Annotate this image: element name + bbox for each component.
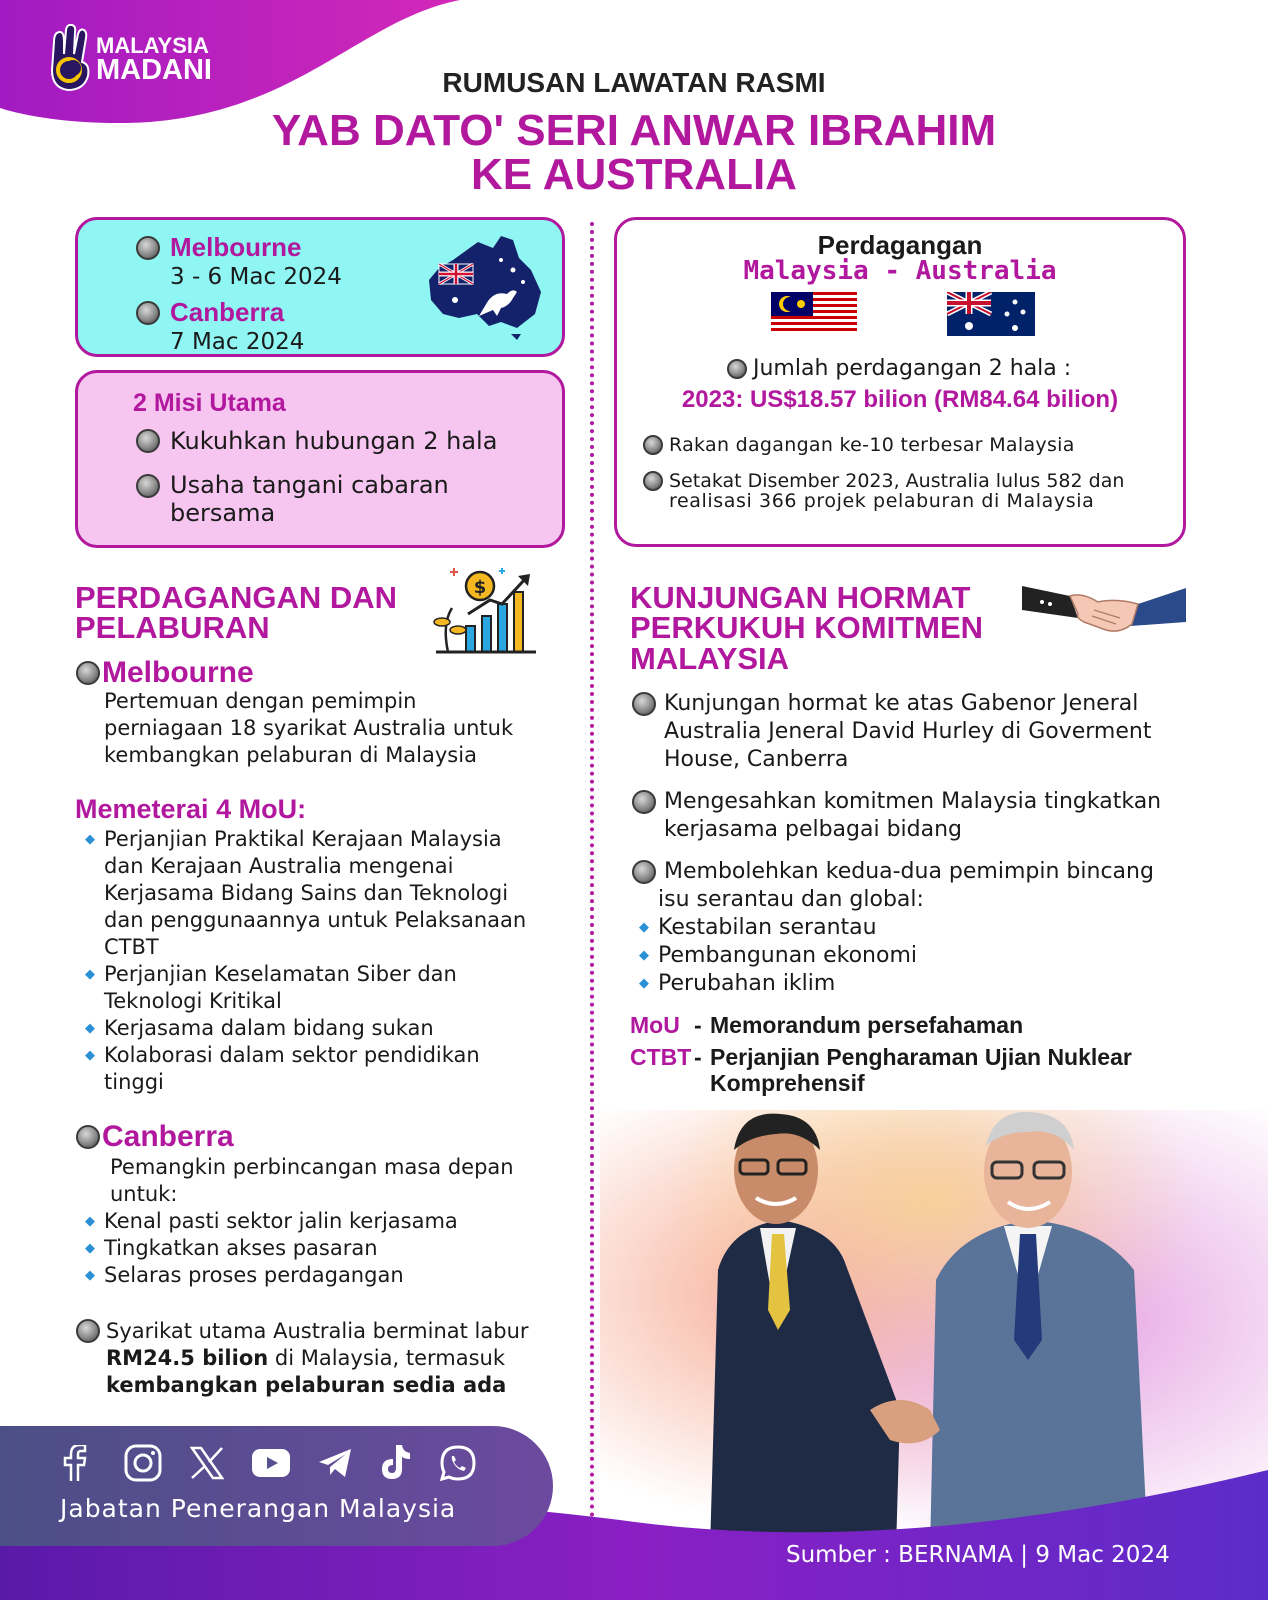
canberra-item: Selaras proses perdagangan: [104, 1263, 404, 1287]
location-city: Canberra: [170, 297, 285, 327]
courtesy-visit-heading: KUNJUNGAN HORMAT: [630, 580, 971, 615]
glossary-def: Komprehensif: [710, 1070, 865, 1096]
melbourne-text: kembangkan pelaburan di Malaysia: [104, 743, 477, 767]
canberra-item: Kenal pasti sektor jalin kerjasama: [104, 1209, 458, 1233]
diamond-bullet-icon: ◆: [85, 1268, 95, 1283]
courtesy-point: Mengesahkan komitmen Malaysia tingkatkan: [664, 789, 1162, 814]
courtesy-visit-heading: MALAYSIA: [630, 641, 790, 676]
australia-map-icon: [423, 230, 548, 340]
diamond-bullet-icon: ◆: [85, 967, 95, 982]
courtesy-point: House, Canberra: [664, 747, 849, 772]
courtesy-point: Australia Jeneral David Hurley di Goverment: [664, 719, 1152, 744]
mission-item: Kukuhkan hubungan 2 hala: [170, 427, 498, 455]
missions-title: 2 Misi Utama: [133, 389, 286, 417]
melbourne-text: Pertemuan dengan pemimpin: [104, 689, 417, 713]
page-title-line1: YAB DATO' SERI ANWAR IBRAHIM: [271, 106, 997, 155]
mou-item: Kolaborasi dalam sektor pendidikan: [104, 1043, 480, 1067]
canberra-title: Canberra: [102, 1120, 234, 1153]
mou-item: dan penggunaannya untuk Pelaksanaan: [104, 908, 527, 932]
youtube-icon[interactable]: [252, 1449, 290, 1477]
invest-text: Syarikat utama Australia berminat labur: [106, 1319, 529, 1343]
diamond-bullet-icon: ◆: [85, 1048, 95, 1063]
x-icon[interactable]: [190, 1446, 224, 1480]
trade-point: Setakat Disember 2023, Australia lulus 582 dan: [669, 470, 1125, 492]
bullet-dot-icon: [76, 1125, 100, 1149]
mou-item: CTBT: [104, 935, 159, 959]
source-credit: Sumber : BERNAMA | 9 Mac 2024: [786, 1542, 1170, 1568]
brand-line2: MADANI: [96, 54, 212, 86]
courtesy-visit-heading: PERKUKUH KOMITMEN: [630, 610, 984, 645]
trade-box: [614, 217, 1186, 547]
missions-box: [75, 370, 565, 548]
agency-name: Jabatan Penerangan Malaysia: [60, 1494, 457, 1523]
melbourne-text: perniagaan 18 syarikat Australia untuk: [104, 716, 514, 740]
bullet-dot-icon: [632, 860, 656, 884]
invest-text-bold: kembangkan pelaburan sedia ada: [106, 1373, 507, 1397]
diamond-bullet-icon: ◆: [639, 948, 649, 963]
instagram-icon[interactable]: [124, 1444, 162, 1482]
diamond-bullet-icon: ◆: [639, 976, 649, 991]
glossary-abbr: MoU: [630, 1012, 680, 1038]
footer-social-panel: [0, 1426, 553, 1546]
regional-item: Kestabilan serantau: [658, 915, 877, 940]
bullet-dot-icon: [643, 435, 663, 455]
canberra-text: untuk:: [110, 1182, 178, 1206]
canberra-item: Tingkatkan akses pasaran: [104, 1236, 378, 1260]
mou-item: Teknologi Kritikal: [104, 989, 282, 1013]
regional-item: Pembangunan ekonomi: [658, 943, 918, 968]
bullet-dot-icon: [136, 236, 160, 260]
facebook-icon[interactable]: [58, 1445, 92, 1481]
glossary-dash: -: [694, 1012, 702, 1038]
mou-item: Kerjasama Bidang Sains dan Teknologi: [104, 881, 509, 905]
bullet-dot-icon: [76, 661, 100, 685]
trade-investment-heading: PELABURAN: [75, 610, 270, 645]
diamond-bullet-icon: ◆: [85, 1214, 95, 1229]
trade-investment-heading: PERDAGANGAN DAN: [75, 580, 398, 615]
courtesy-point: kerjasama pelbagai bidang: [664, 817, 963, 842]
diamond-bullet-icon: ◆: [85, 1241, 95, 1256]
mou-item: Perjanjian Keselamatan Siber dan: [104, 962, 457, 986]
mou-item: Perjanjian Praktikal Kerajaan Malaysia: [104, 827, 502, 851]
brand-line1: MALAYSIA: [96, 33, 209, 58]
malaysia-flag-icon: [771, 292, 857, 334]
glossary-def: Perjanjian Pengharaman Ujian Nuklear: [710, 1044, 1132, 1070]
location-date: 7 Mac 2024: [170, 329, 305, 355]
whatsapp-icon[interactable]: [440, 1445, 476, 1481]
trade-title: Perdagangan: [817, 230, 983, 260]
courtesy-point: Membolehkan kedua-dua pemimpin bincang: [664, 859, 1154, 884]
mission-item: Usaha tangani cabaran bersama: [170, 471, 449, 527]
location-city: Melbourne: [170, 232, 302, 262]
regional-item: Perubahan iklim: [658, 971, 836, 996]
page-title-line2: KE AUSTRALIA: [471, 150, 797, 199]
glossary-dash: -: [694, 1044, 702, 1070]
tiktok-icon[interactable]: [380, 1445, 410, 1481]
courtesy-point: isu serantau dan global:: [658, 887, 924, 912]
location-date: 3 - 6 Mac 2024: [170, 264, 342, 290]
trade-total-label: Jumlah perdagangan 2 hala :: [753, 356, 1072, 381]
diamond-bullet-icon: ◆: [639, 920, 649, 935]
diamond-bullet-icon: ◆: [85, 1021, 95, 1036]
glossary-def: Memorandum persefahaman: [710, 1012, 1024, 1038]
telegram-icon[interactable]: [318, 1448, 352, 1478]
glossary: [630, 1012, 1132, 1096]
center-divider: [590, 222, 594, 1542]
australia-flag-icon: [947, 292, 1035, 336]
invest-text: di Malaysia, termasuk: [274, 1346, 505, 1370]
svg-text:$: $: [473, 577, 487, 598]
page-kicker: RUMUSAN LAWATAN RASMI: [442, 67, 826, 98]
bullet-dot-icon: [136, 429, 160, 453]
bullet-dot-icon: [632, 692, 656, 716]
bullet-dot-icon: [136, 474, 160, 498]
mou-item: Kerjasama dalam bidang sukan: [104, 1016, 434, 1040]
mou-item: tinggi: [104, 1070, 164, 1094]
mou-item: dan Kerajaan Australia mengenai: [104, 854, 454, 878]
trade-point: Rakan dagangan ke-10 terbesar Malaysia: [669, 434, 1075, 456]
invest-amount: RM24.5 bilion: [106, 1346, 269, 1370]
glossary-abbr: CTBT: [630, 1044, 692, 1070]
trade-point: realisasi 366 projek pelaburan di Malaysia: [669, 490, 1095, 512]
mou-title: Memeterai 4 MoU:: [75, 794, 307, 824]
bullet-dot-icon: [136, 301, 160, 325]
handshake-icon: [1022, 584, 1186, 640]
courtesy-point: Kunjungan hormat ke atas Gabenor Jeneral: [664, 691, 1139, 716]
diamond-bullet-icon: ◆: [85, 832, 95, 847]
bullet-dot-icon: [643, 471, 663, 491]
bullet-dot-icon: [727, 359, 747, 379]
growth-chart-icon: [432, 564, 542, 660]
bullet-dot-icon: [76, 1319, 100, 1343]
bullet-dot-icon: [632, 790, 656, 814]
trade-subtitle: Malaysia - Australia: [743, 256, 1057, 286]
melbourne-title: Melbourne: [102, 656, 254, 689]
canberra-text: Pemangkin perbincangan masa depan: [110, 1155, 514, 1179]
locations-box: [75, 217, 565, 357]
trade-total-value: 2023: US$18.57 bilion (RM84.64 bilion): [681, 386, 1119, 413]
